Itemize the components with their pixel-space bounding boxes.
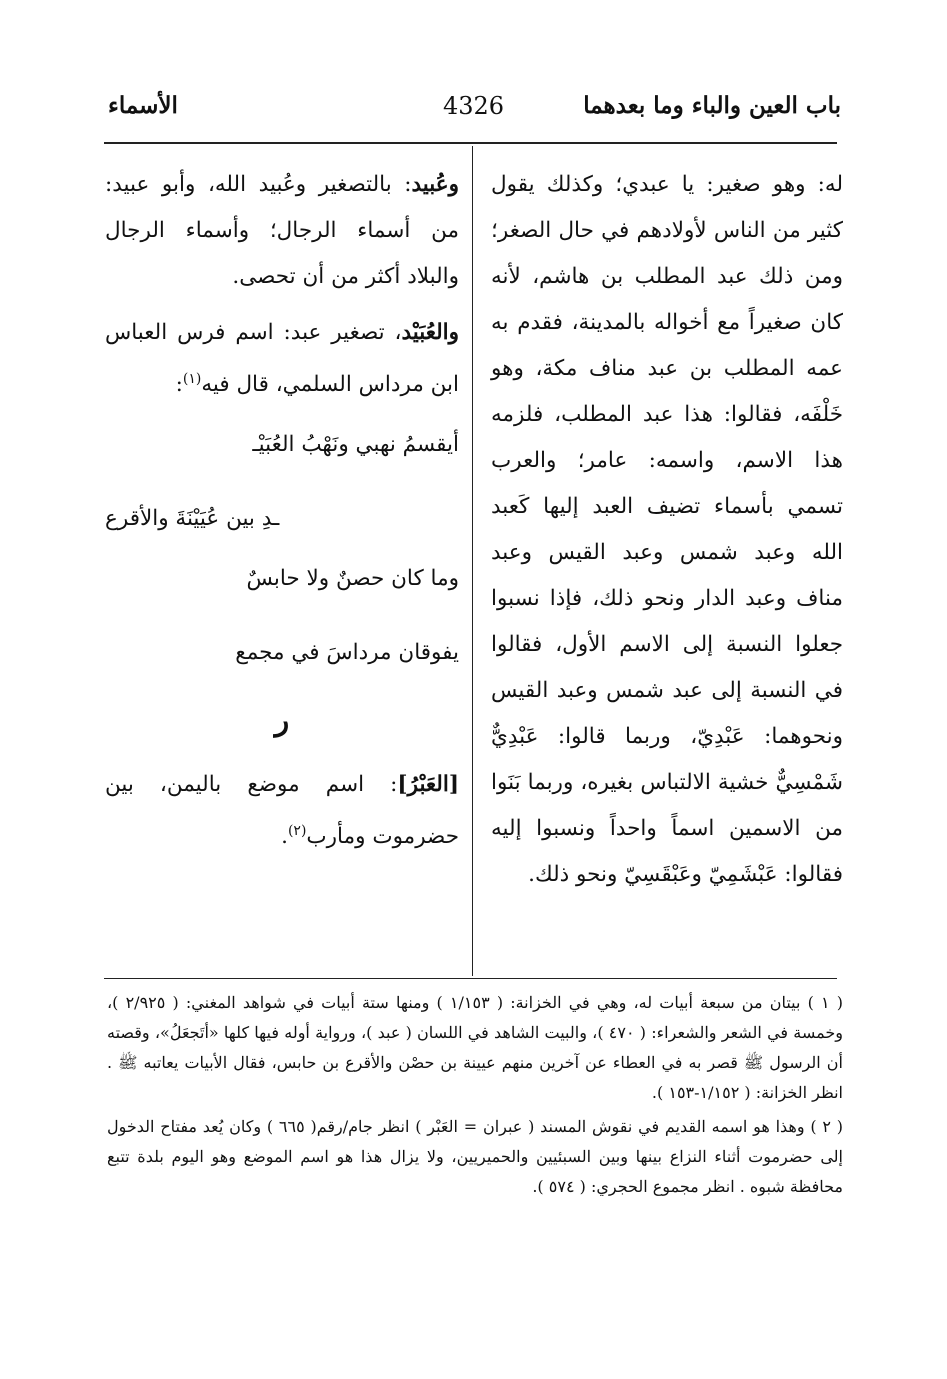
entry-ubaid-text: : بالتصغير وعُبيد الله، وأبو عبيد: من أسماء الرجال؛ وأسماء الرجال والبلاد أكثر من أن تحصى.: [105, 172, 459, 289]
verse-1-hemistich-b: ـدِ بين عُيَيْنَةَ والأقرع: [105, 506, 280, 532]
entry-abr-text: : اسم موضع باليمن، بين حضرموت ومأرب: [105, 772, 459, 850]
entry-ubayd-horse: [105, 310, 459, 408]
footnote-ref-2: (٢): [287, 823, 307, 840]
chapter-title: باب العين والباء وما بعدهما: [583, 92, 841, 119]
column-divider: [472, 146, 473, 976]
header-rule: [104, 142, 837, 144]
left-column: [105, 162, 459, 870]
section-title: الأسماء: [108, 92, 178, 119]
footnotes: [107, 988, 843, 1206]
poem-verse-1: [105, 422, 459, 542]
letter-heading: ر: [274, 703, 290, 739]
verse-2-hemistich-b: يفوقان مرداسَ في مجمع: [235, 640, 459, 666]
verse-1-hemistich-a: أيقسمُ نهبي ونَهْبُ العُبَيْـ: [252, 432, 459, 458]
footnote-ref-1: (١): [182, 371, 202, 387]
footnote-rule: [104, 978, 837, 979]
entry-abr: [105, 762, 459, 860]
verse-2-hemistich-a: وما كان حصنٌ ولا حابسٌ: [246, 566, 459, 592]
right-column: [491, 162, 843, 898]
poem-verse-2: [105, 556, 459, 676]
lemma-abr: [العَبْرُ]: [397, 772, 459, 798]
entry-ubayd-colon: :: [175, 372, 183, 398]
entry-ubayd-text: ، تصغير عبد: اسم فرس العباس ابن مرداس السلمي، قال فيه: [105, 320, 459, 398]
entry-abr-end: .: [281, 824, 288, 850]
right-column-paragraph: له: وهو صغير: يا عبدي؛ وكذلك يقول كثير من الناس لأولادهم في حال الصغر؛ ومن ذلك عبد المطلب بن هاشم، لأنه كان صغيراً مع أخواله بالمدينة، فقدم به عمه المطلب بن عبد مناف مكة، وهو خَلْفَه، فقالوا: هذا عبد المطلب، فلزمه هذا الاسم، واسمه: عامر؛ والعرب تسمي بأسماء تضيف العبد إليها كَعبد الله وعبد شمس وعبد القيس وعبد مناف وعبد الدار ونحو ذلك، فإذا نسبوا جعلوا النسبة إلى الاسم الأول، فقالوا في النسبة إلى عبد شمس وعبد القيس ونحوهما: عَبْدِيّ، وربما قالوا: عَبْدِيٌّ شَمْسِيٌّ خشية الالتباس بغيره، وربما بَنَوا من الاسمين اسماً واحداً ونسبوا إليه فقالوا: عَبْشَمِيّ وعَبْقَسِيّ ونحو ذلك.: [491, 172, 843, 887]
footnote-2: ( ٢ ) وهذا هو اسمه القديم في نقوش المسند ( عبران = العَبْر ) انظر جام/رقم( ٦٦٥ ) وكان يُعد مفتاح الدخول إلى حضرموت أثناء النزاع بينها وبين السبئيين والحميريين، ولا يزال هذا هو اسم الموضع وهو اليوم بلدة تتبع محافظة شبوه . انظر مجموع الحجري: ( ٥٧٤ ).: [107, 1117, 844, 1196]
page-number: 4326: [442, 92, 505, 120]
lemma-ubaid: وعُبيد: [411, 172, 459, 197]
entry-ubaid: [105, 162, 459, 300]
footnote-1: ( ١ ) بيتان من سبعة أبيات له، وهي في الخزانة: ( ١/١٥٣ ) ومنها ستة أبيات في شواهد المغني: ( ٢/٩٢٥ )، وخمسة في الشعر والشعراء: ( ٤٧٠ )، والبيت الشاهد في اللسان ( عبد )، ورواية أوله فيها كلها «أتَجعَلُ»، وقصته أن الرسول ﷺ قصر به في العطاء عن آخرين منهم عيينة بن حصْن والأقرع بن حابس، فقال الأبيات يعاتبه ﷺ . انظر الخزانة: ( ١/١٥٢-١٥٣ ).: [107, 993, 844, 1102]
lemma-ubayd: والعُبَيْد: [401, 320, 459, 345]
